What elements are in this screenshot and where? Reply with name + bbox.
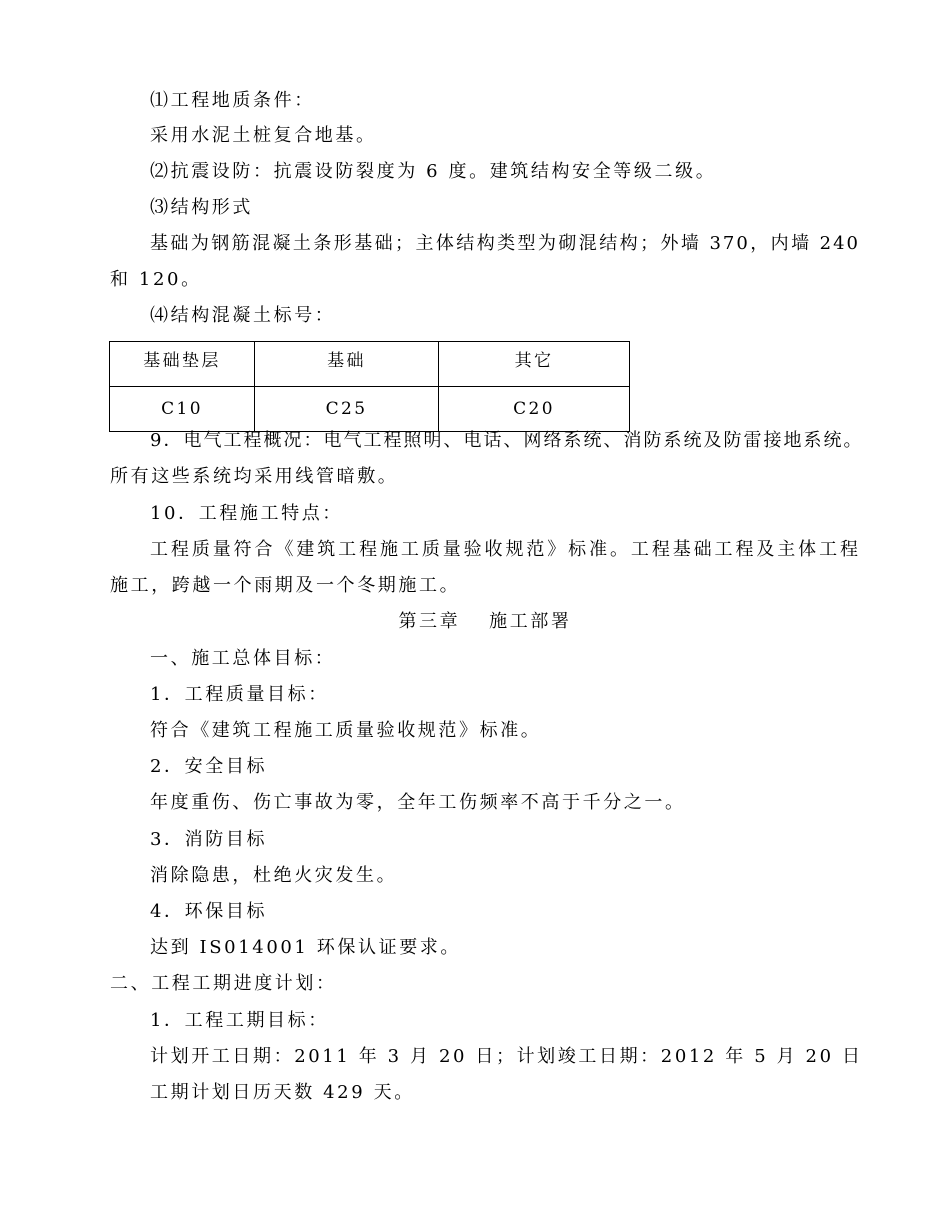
table-row	[110, 387, 630, 432]
safety-goal-text: 年度重伤、伤亡事故为零，全年工伤频率不高于千分之一。	[150, 792, 686, 813]
environment-goal-heading: 4．环保目标	[150, 901, 268, 922]
features-line-2: 施工，跨越一个雨期及一个冬期施工。	[110, 575, 461, 596]
table-cell: C25	[255, 387, 439, 432]
features-heading: 10．工程施工特点：	[150, 503, 343, 524]
safety-goal-heading: 2．安全目标	[150, 756, 268, 777]
concrete-grade-heading: ⑷结构混凝土标号：	[150, 305, 336, 326]
section-1-heading: 一、施工总体目标：	[150, 648, 336, 669]
table-header-row	[110, 342, 630, 387]
concrete-grade-table	[109, 341, 630, 432]
table-header-cell: 基础垫层	[110, 342, 255, 387]
fire-goal-heading: 3．消防目标	[150, 829, 268, 850]
structure-heading: ⑶结构形式	[150, 197, 253, 218]
table-cell: C10	[110, 387, 255, 432]
structure-text-line-2: 和 120。	[110, 269, 202, 290]
schedule-days: 工期计划日历天数 429 天。	[150, 1082, 415, 1103]
quality-goal-text: 符合《建筑工程施工质量验收规范》标准。	[150, 720, 542, 741]
electrical-line-1: 9．电气工程概况：电气工程照明、电话、网络系统、消防系统及防雷接地系统。	[150, 430, 864, 451]
fire-goal-text: 消除隐患，杜绝火灾发生。	[150, 865, 398, 886]
schedule-dates: 计划开工日期：2011 年 3 月 20 日；计划竣工日期：2012 年 5 月 20 日	[150, 1046, 863, 1067]
structure-text-line-1: 基础为钢筋混凝土条形基础；主体结构类型为砌混结构；外墙 370，内墙 240	[150, 233, 860, 254]
chapter-title: 第三章 施工部署	[398, 611, 572, 632]
schedule-goal-heading: 1．工程工期目标：	[150, 1010, 329, 1031]
table-header-cell: 其它	[439, 342, 630, 387]
table-header-cell: 基础	[255, 342, 439, 387]
geology-heading: ⑴工程地质条件：	[150, 90, 315, 111]
table-cell: C20	[439, 387, 630, 432]
quality-goal-heading: 1．工程质量目标：	[150, 684, 329, 705]
environment-goal-text: 达到 IS014001 环保认证要求。	[150, 937, 461, 958]
features-line-1: 工程质量符合《建筑工程施工质量验收规范》标准。工程基础工程及主体工程	[150, 539, 860, 560]
seismic-paragraph: ⑵抗震设防：抗震设防裂度为 6 度。建筑结构安全等级二级。	[150, 161, 717, 182]
electrical-line-2: 所有这些系统均采用线管暗敷。	[110, 466, 399, 487]
section-2-heading: 二、工程工期进度计划：	[110, 973, 337, 994]
geology-text: 采用水泥土桩复合地基。	[150, 125, 377, 146]
